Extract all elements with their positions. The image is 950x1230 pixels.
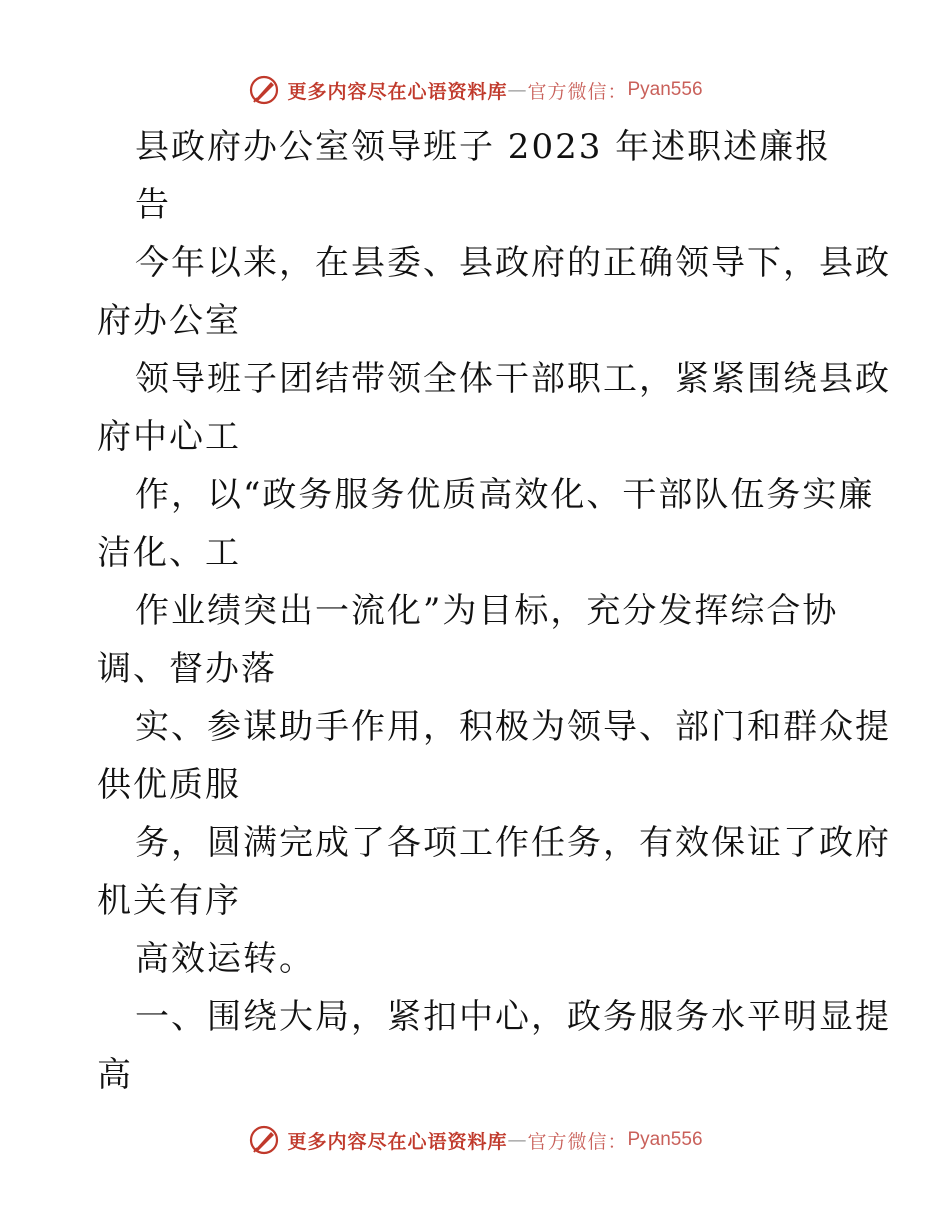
doc-line: 府中心工 — [97, 417, 241, 457]
doc-line: 作业绩突出一流化”为目标，充分发挥综合协 — [135, 591, 839, 631]
banner-wechat-label: 官方微信： — [527, 80, 628, 103]
doc-line: 务，圆满完成了各项工作任务，有效保证了政府 — [135, 823, 891, 863]
document-body — [97, 118, 891, 1104]
doc-line: 作，以“政务服务优质高效化、干部队伍务实廉 — [135, 475, 875, 515]
doc-line: 高 — [97, 1055, 133, 1095]
doc-line: 调、督办落 — [97, 649, 277, 689]
banner-separator: — — [507, 1129, 528, 1151]
doc-line: 今年以来，在县委、县政府的正确领导下，县政 — [135, 243, 891, 283]
doc-line: 实、参谋助手作用，积极为领导、部门和群众提 — [135, 707, 891, 747]
doc-line: 高效运转。 — [135, 939, 315, 979]
doc-line: 府办公室 — [97, 301, 241, 341]
doc-line: 告 — [135, 185, 171, 225]
quill-logo-icon — [247, 1123, 281, 1157]
banner-main-text: 更多内容尽在心语资料库 — [287, 1130, 508, 1153]
doc-line: 一、围绕大局，紧扣中心，政务服务水平明显提 — [135, 997, 891, 1037]
banner-wechat-id: Pyan556 — [627, 79, 703, 100]
banner-main-text: 更多内容尽在心语资料库 — [287, 80, 508, 103]
quill-logo-icon — [247, 73, 281, 107]
doc-line: 机关有序 — [97, 881, 241, 921]
doc-line: 供优质服 — [97, 765, 241, 805]
doc-line: 洁化、工 — [97, 533, 241, 573]
doc-line: 县政府办公室领导班子 2023 年述职述廉报 — [135, 127, 832, 167]
header-banner — [0, 68, 950, 112]
banner-separator: — — [507, 79, 528, 101]
doc-line: 领导班子团结带领全体干部职工，紧紧围绕县政 — [135, 359, 891, 399]
footer-banner — [0, 1118, 950, 1162]
banner-wechat-id: Pyan556 — [627, 1129, 703, 1150]
banner-wechat-label: 官方微信： — [527, 1130, 628, 1153]
